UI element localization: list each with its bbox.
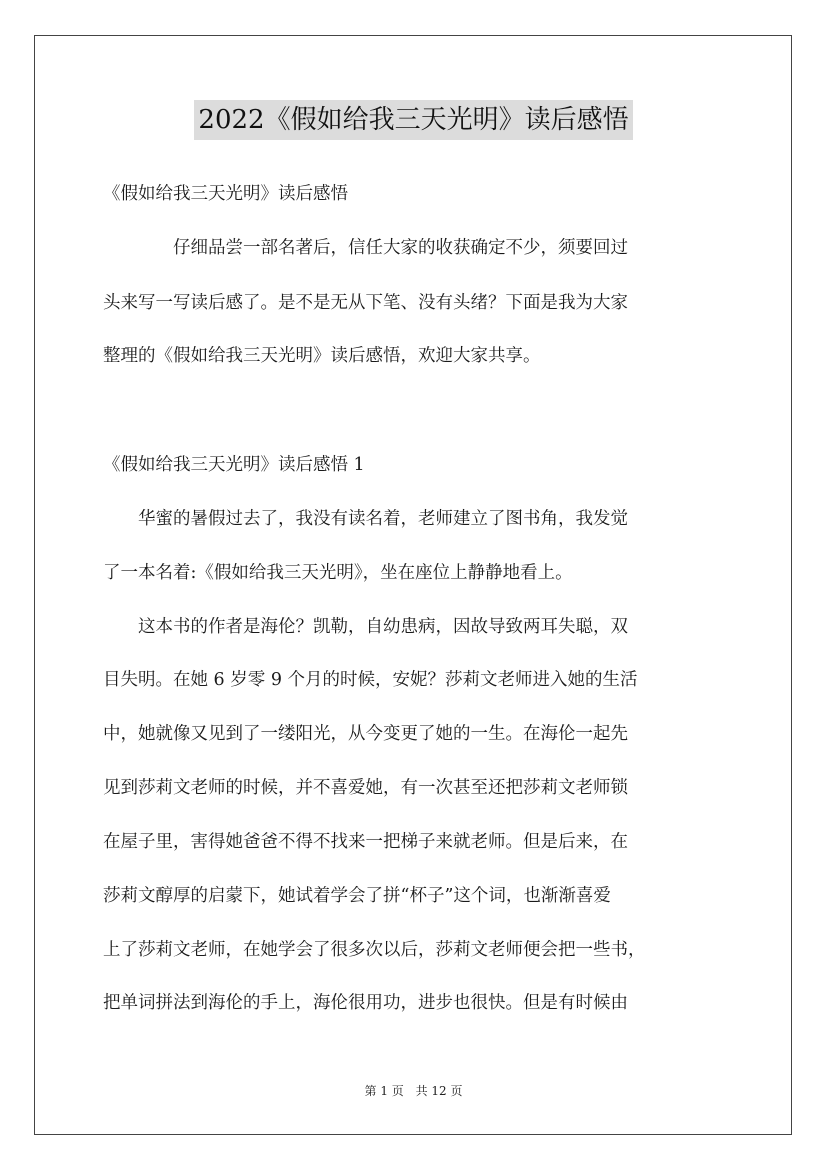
paragraph-line: 头来写一写读后感了。是不是无从下笔、没有头绪？下面是我为大家 xyxy=(103,293,628,313)
title-container xyxy=(0,100,827,140)
paragraph-line: 华蜜的暑假过去了，我没有读名着，老师建立了图书角，我发觉 xyxy=(103,509,628,529)
page-footer xyxy=(0,1082,827,1099)
document-title: 2022《假如给我三天光明》读后感悟 xyxy=(194,100,632,140)
paragraph-line: 仔细品尝一部名著后，信任大家的收获确定不少，须要回过 xyxy=(103,238,628,258)
paragraph-line: 上了莎莉文老师，在她学会了很多次以后，莎莉文老师便会把一些书， xyxy=(103,940,646,960)
paragraph-line: 这本书的作者是海伦？凯勒，自幼患病，因故导致两耳失聪，双 xyxy=(103,617,628,637)
paragraph-line: 中，她就像又见到了一缕阳光，从今变更了她的一生。在海伦一起先 xyxy=(103,724,628,744)
section-heading: 《假如给我三天光明》读后感悟 xyxy=(103,184,348,204)
paragraph-line: 目失明。在她 6 岁零 9 个月的时候，安妮？莎莉文老师进入她的生活 xyxy=(103,670,638,690)
page-number: 第 1 页 xyxy=(364,1084,404,1098)
paragraph-line: 在屋子里，害得她爸爸不得不找来一把梯子来就老师。但是后来，在 xyxy=(103,832,628,852)
paragraph-line: 了一本名着:《假如给我三天光明》，坐在座位上静静地看上。 xyxy=(103,563,573,583)
paragraph-line: 莎莉文醇厚的启蒙下，她试着学会了拼“杯子”这个词，也渐渐喜爱 xyxy=(103,886,611,906)
paragraph-line: 把单词拼法到海伦的手上，海伦很用功，进步也很快。但是有时候由 xyxy=(103,993,628,1013)
page-total: 共 12 页 xyxy=(415,1084,463,1098)
paragraph-line: 见到莎莉文老师的时候，并不喜爱她，有一次甚至还把莎莉文老师锁 xyxy=(103,778,628,798)
paragraph-line: 整理的《假如给我三天光明》读后感悟，欢迎大家共享。 xyxy=(103,346,541,366)
section-heading: 《假如给我三天光明》读后感悟 1 xyxy=(103,455,365,475)
